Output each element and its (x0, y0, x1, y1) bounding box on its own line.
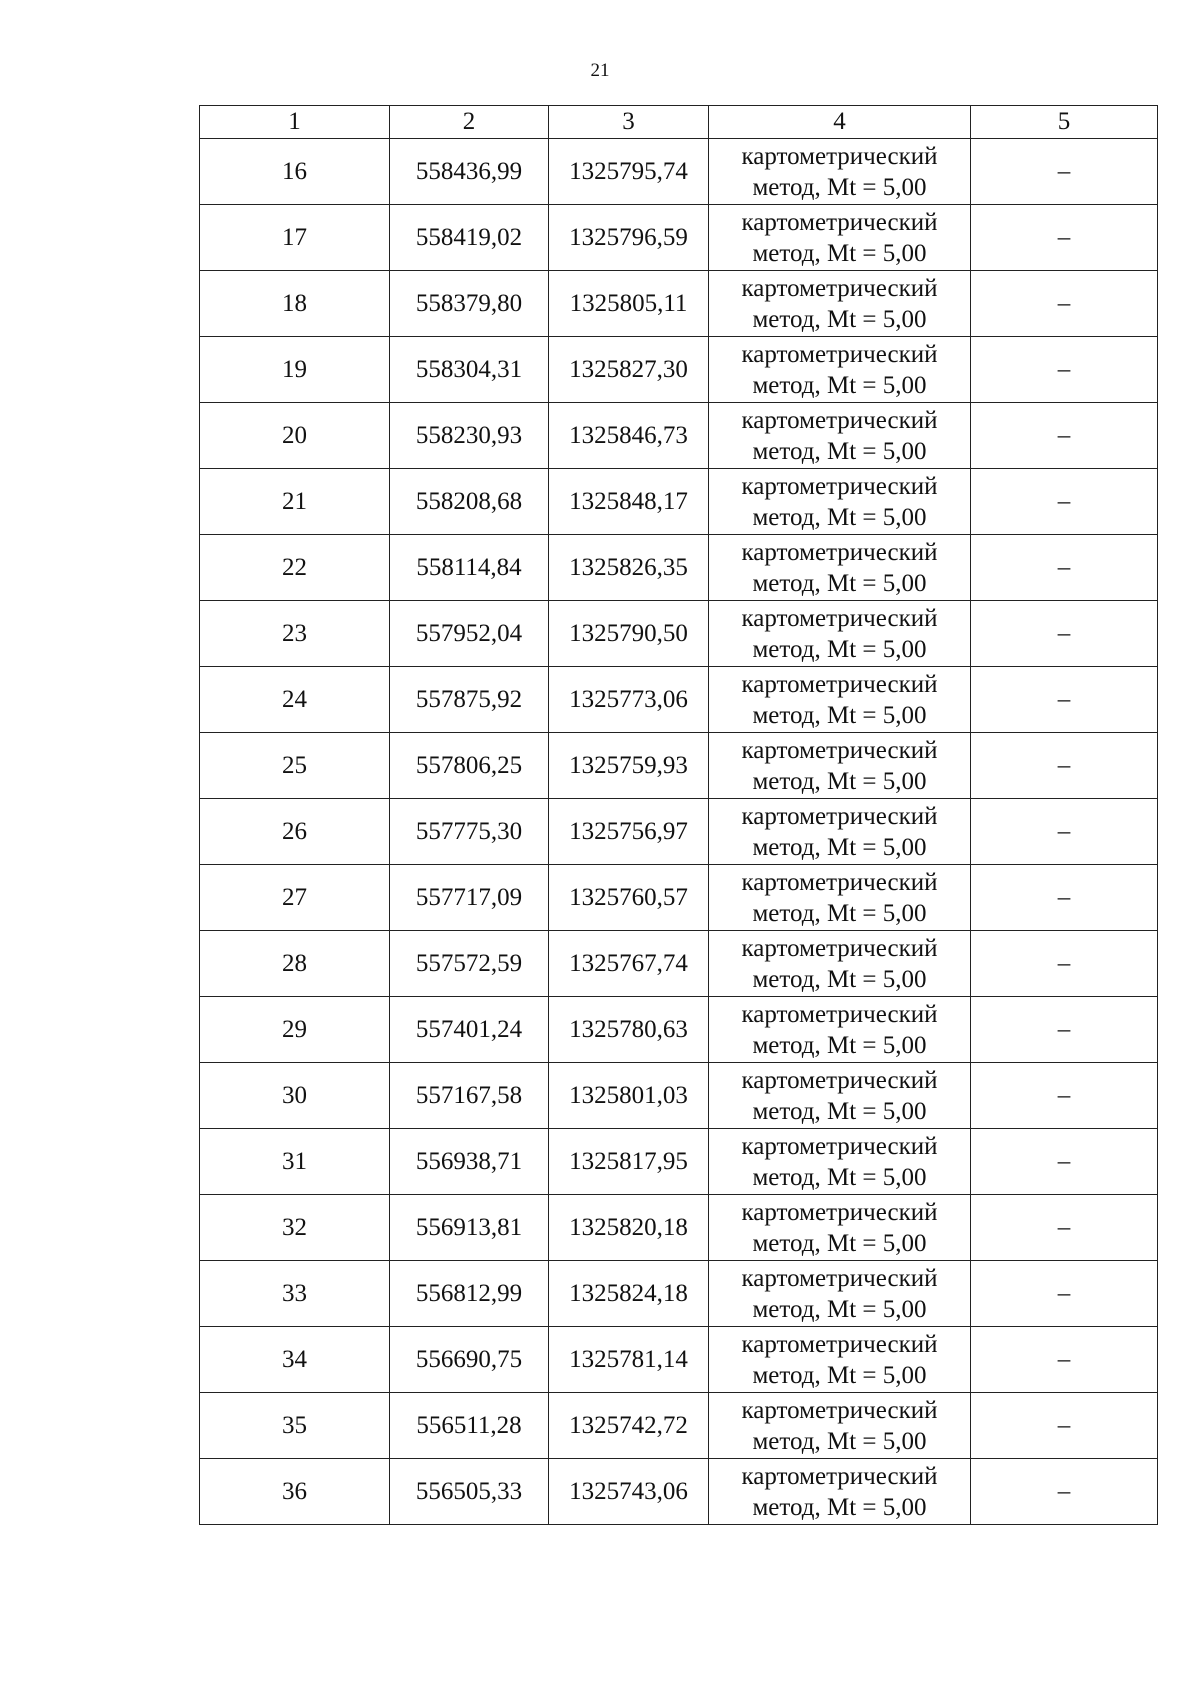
method-cell (709, 799, 971, 865)
table-row (200, 1261, 1158, 1327)
x-coordinate-cell: 556812,99 (390, 1261, 549, 1327)
note-cell: – (971, 1459, 1158, 1525)
method-cell (709, 337, 971, 403)
method-line-2: метод, Mt = 5,00 (752, 1097, 927, 1125)
method-line-2: метод, Mt = 5,00 (752, 965, 927, 993)
method-line-1: картометрический (741, 1264, 938, 1292)
note-cell: – (971, 733, 1158, 799)
method-line-2: метод, Mt = 5,00 (752, 701, 927, 729)
point-number-cell: 31 (200, 1129, 390, 1195)
note-cell: – (971, 337, 1158, 403)
method-line-1: картометрический (741, 340, 938, 368)
note-cell: – (971, 667, 1158, 733)
note-cell: – (971, 271, 1158, 337)
x-coordinate-cell: 557572,59 (390, 931, 549, 997)
note-cell: – (971, 1393, 1158, 1459)
point-number-cell: 25 (200, 733, 390, 799)
note-cell: – (971, 139, 1158, 205)
method-cell (709, 601, 971, 667)
y-coordinate-cell: 1325773,06 (549, 667, 709, 733)
method-cell (709, 931, 971, 997)
point-number-cell: 33 (200, 1261, 390, 1327)
method-cell (709, 535, 971, 601)
table-row (200, 1195, 1158, 1261)
method-line-2: метод, Mt = 5,00 (752, 437, 927, 465)
method-line-2: метод, Mt = 5,00 (752, 899, 927, 927)
method-line-2: метод, Mt = 5,00 (752, 1229, 927, 1257)
table-row (200, 667, 1158, 733)
x-coordinate-cell: 557717,09 (390, 865, 549, 931)
method-line-1: картометрический (741, 868, 938, 896)
point-number-cell: 34 (200, 1327, 390, 1393)
method-cell (709, 865, 971, 931)
note-cell: – (971, 535, 1158, 601)
table-header-row (200, 106, 1158, 139)
point-number-cell: 19 (200, 337, 390, 403)
y-coordinate-cell: 1325848,17 (549, 469, 709, 535)
method-cell (709, 1063, 971, 1129)
y-coordinate-cell: 1325824,18 (549, 1261, 709, 1327)
method-line-1: картометрический (741, 208, 938, 236)
point-number-cell: 24 (200, 667, 390, 733)
y-coordinate-cell: 1325781,14 (549, 1327, 709, 1393)
note-cell: – (971, 1327, 1158, 1393)
y-coordinate-cell: 1325756,97 (549, 799, 709, 865)
method-line-1: картометрический (741, 1132, 938, 1160)
x-coordinate-cell: 557875,92 (390, 667, 549, 733)
y-coordinate-cell: 1325795,74 (549, 139, 709, 205)
x-coordinate-cell: 556511,28 (390, 1393, 549, 1459)
method-line-2: метод, Mt = 5,00 (752, 635, 927, 663)
y-coordinate-cell: 1325759,93 (549, 733, 709, 799)
method-line-2: метод, Mt = 5,00 (752, 767, 927, 795)
method-line-1: картометрический (741, 538, 938, 566)
y-coordinate-cell: 1325742,72 (549, 1393, 709, 1459)
y-coordinate-cell: 1325767,74 (549, 931, 709, 997)
y-coordinate-cell: 1325790,50 (549, 601, 709, 667)
y-coordinate-cell: 1325780,63 (549, 997, 709, 1063)
point-number-cell: 20 (200, 403, 390, 469)
x-coordinate-cell: 558436,99 (390, 139, 549, 205)
table-row (200, 865, 1158, 931)
method-line-2: метод, Mt = 5,00 (752, 1427, 927, 1455)
method-line-1: картометрический (741, 1198, 938, 1226)
note-cell: – (971, 1129, 1158, 1195)
table-row (200, 1459, 1158, 1525)
method-cell (709, 1195, 971, 1261)
method-cell (709, 469, 971, 535)
y-coordinate-cell: 1325817,95 (549, 1129, 709, 1195)
table-row (200, 535, 1158, 601)
y-coordinate-cell: 1325820,18 (549, 1195, 709, 1261)
method-cell (709, 1393, 971, 1459)
note-cell: – (971, 997, 1158, 1063)
method-cell (709, 1261, 971, 1327)
point-number-cell: 35 (200, 1393, 390, 1459)
table-row (200, 337, 1158, 403)
method-line-1: картометрический (741, 142, 938, 170)
point-number-cell: 28 (200, 931, 390, 997)
note-cell: – (971, 205, 1158, 271)
point-number-cell: 26 (200, 799, 390, 865)
method-line-1: картометрический (741, 472, 938, 500)
point-number-cell: 27 (200, 865, 390, 931)
note-cell: – (971, 403, 1158, 469)
method-line-2: метод, Mt = 5,00 (752, 1295, 927, 1323)
x-coordinate-cell: 556690,75 (390, 1327, 549, 1393)
point-number-cell: 32 (200, 1195, 390, 1261)
method-line-2: метод, Mt = 5,00 (752, 305, 927, 333)
column-header-2: 2 (390, 106, 549, 139)
point-number-cell: 36 (200, 1459, 390, 1525)
method-line-1: картометрический (741, 736, 938, 764)
note-cell: – (971, 799, 1158, 865)
method-line-2: метод, Mt = 5,00 (752, 1163, 927, 1191)
y-coordinate-cell: 1325743,06 (549, 1459, 709, 1525)
y-coordinate-cell: 1325827,30 (549, 337, 709, 403)
method-line-2: метод, Mt = 5,00 (752, 239, 927, 267)
table-row (200, 1393, 1158, 1459)
y-coordinate-cell: 1325805,11 (549, 271, 709, 337)
method-line-2: метод, Mt = 5,00 (752, 173, 927, 201)
x-coordinate-cell: 558419,02 (390, 205, 549, 271)
method-cell (709, 733, 971, 799)
point-number-cell: 17 (200, 205, 390, 271)
method-line-2: метод, Mt = 5,00 (752, 1361, 927, 1389)
method-line-1: картометрический (741, 1462, 938, 1490)
method-line-1: картометрический (741, 1396, 938, 1424)
note-cell: – (971, 931, 1158, 997)
method-cell (709, 205, 971, 271)
y-coordinate-cell: 1325846,73 (549, 403, 709, 469)
page-number: 21 (590, 60, 610, 81)
method-cell (709, 1459, 971, 1525)
method-line-1: картометрический (741, 604, 938, 632)
column-header-3: 3 (549, 106, 709, 139)
x-coordinate-cell: 556505,33 (390, 1459, 549, 1525)
method-line-2: метод, Mt = 5,00 (752, 371, 927, 399)
table-row (200, 799, 1158, 865)
x-coordinate-cell: 558230,93 (390, 403, 549, 469)
method-line-1: картометрический (741, 1066, 938, 1094)
table-row (200, 931, 1158, 997)
x-coordinate-cell: 558208,68 (390, 469, 549, 535)
table-row (200, 469, 1158, 535)
method-line-1: картометрический (741, 274, 938, 302)
method-cell (709, 667, 971, 733)
method-line-2: метод, Mt = 5,00 (752, 1031, 927, 1059)
note-cell: – (971, 865, 1158, 931)
table-row (200, 205, 1158, 271)
table-row (200, 1063, 1158, 1129)
point-number-cell: 16 (200, 139, 390, 205)
table-row (200, 601, 1158, 667)
column-header-4: 4 (709, 106, 971, 139)
note-cell: – (971, 469, 1158, 535)
note-cell: – (971, 1195, 1158, 1261)
point-number-cell: 30 (200, 1063, 390, 1129)
y-coordinate-cell: 1325760,57 (549, 865, 709, 931)
x-coordinate-cell: 558304,31 (390, 337, 549, 403)
point-number-cell: 22 (200, 535, 390, 601)
method-line-2: метод, Mt = 5,00 (752, 503, 927, 531)
method-cell (709, 1129, 971, 1195)
table-row (200, 733, 1158, 799)
column-header-5: 5 (971, 106, 1158, 139)
method-line-1: картометрический (741, 1330, 938, 1358)
point-number-cell: 21 (200, 469, 390, 535)
method-line-1: картометрический (741, 670, 938, 698)
coordinates-table (199, 105, 1158, 1525)
method-cell (709, 139, 971, 205)
note-cell: – (971, 1063, 1158, 1129)
table-row (200, 271, 1158, 337)
x-coordinate-cell: 557167,58 (390, 1063, 549, 1129)
method-line-2: метод, Mt = 5,00 (752, 833, 927, 861)
method-cell (709, 271, 971, 337)
point-number-cell: 18 (200, 271, 390, 337)
table-row (200, 139, 1158, 205)
x-coordinate-cell: 557806,25 (390, 733, 549, 799)
table-row (200, 403, 1158, 469)
x-coordinate-cell: 556913,81 (390, 1195, 549, 1261)
x-coordinate-cell: 558379,80 (390, 271, 549, 337)
table-row (200, 997, 1158, 1063)
method-cell (709, 403, 971, 469)
method-line-1: картометрический (741, 802, 938, 830)
column-header-1: 1 (200, 106, 390, 139)
table-row (200, 1129, 1158, 1195)
table-body (200, 139, 1158, 1525)
x-coordinate-cell: 556938,71 (390, 1129, 549, 1195)
point-number-cell: 23 (200, 601, 390, 667)
method-line-2: метод, Mt = 5,00 (752, 569, 927, 597)
x-coordinate-cell: 558114,84 (390, 535, 549, 601)
method-line-2: метод, Mt = 5,00 (752, 1493, 927, 1521)
note-cell: – (971, 1261, 1158, 1327)
y-coordinate-cell: 1325826,35 (549, 535, 709, 601)
method-cell (709, 1327, 971, 1393)
note-cell: – (971, 601, 1158, 667)
point-number-cell: 29 (200, 997, 390, 1063)
method-line-1: картометрический (741, 1000, 938, 1028)
table-row (200, 1327, 1158, 1393)
method-line-1: картометрический (741, 934, 938, 962)
method-cell (709, 997, 971, 1063)
x-coordinate-cell: 557401,24 (390, 997, 549, 1063)
method-line-1: картометрический (741, 406, 938, 434)
x-coordinate-cell: 557952,04 (390, 601, 549, 667)
y-coordinate-cell: 1325801,03 (549, 1063, 709, 1129)
y-coordinate-cell: 1325796,59 (549, 205, 709, 271)
x-coordinate-cell: 557775,30 (390, 799, 549, 865)
